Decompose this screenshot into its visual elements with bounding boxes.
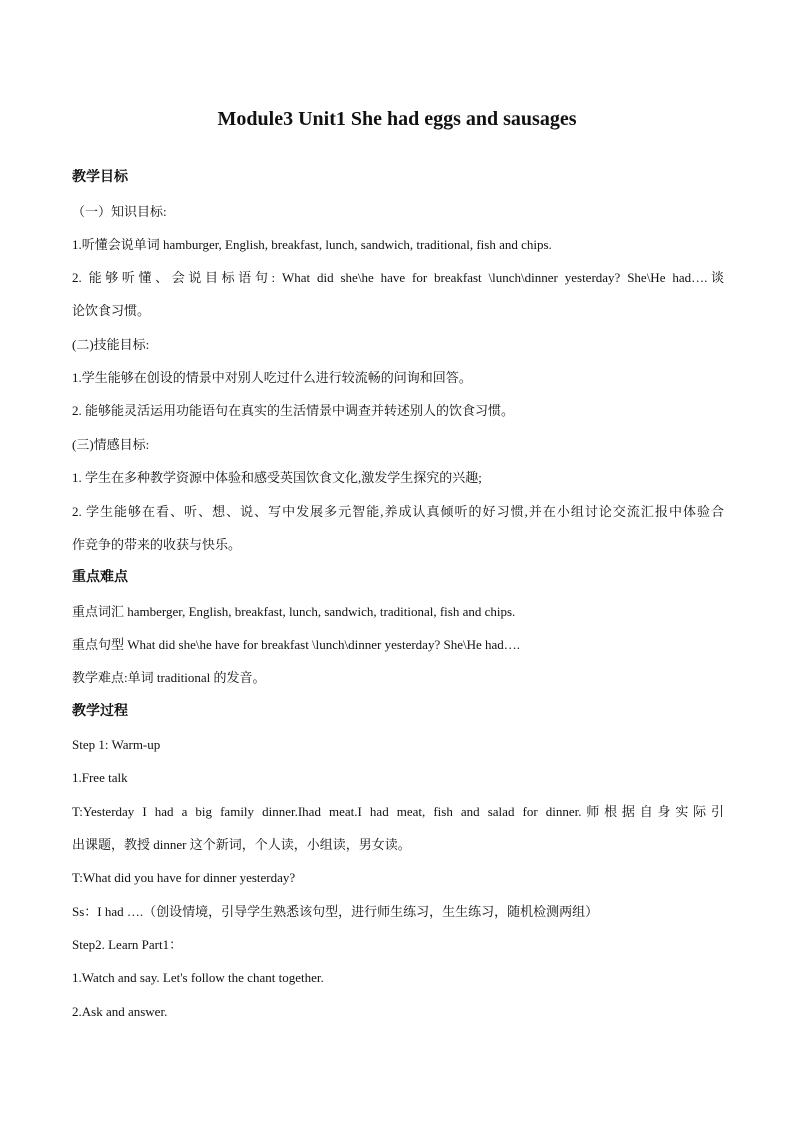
emotion-heading: (三)情感目标: <box>72 437 150 452</box>
knowledge-heading: （一）知识目标: <box>72 204 167 219</box>
emotion-item-2-line-2: 作竞争的带来的收获与快乐。 <box>72 537 242 552</box>
step-1-heading: Step 1: Warm-up <box>72 737 161 752</box>
emotion-item-2-line-1: 2. 学生能够在看、听、想、说、写中发展多元智能,养成认真倾听的好习惯,并在小组讨论交流汇报中体验合 <box>72 504 724 519</box>
watch-and-say: 1.Watch and say. Let's follow the chant together. <box>72 970 324 985</box>
skill-item-2: 2. 能够能灵活运用功能语句在真实的生活情景中调查并转述别人的饮食习惯。 <box>72 403 515 418</box>
emotion-item-1: 1. 学生在多种教学资源中体验和感受英国饮食文化,激发学生探究的兴趣; <box>72 470 482 485</box>
knowledge-item-2-line-2: 论饮食习惯。 <box>72 303 151 318</box>
ask-and-answer: 2.Ask and answer. <box>72 1004 168 1019</box>
skill-item-1: 1.学生能够在创设的情景中对别人吃过什么进行较流畅的问询和回答。 <box>72 370 472 385</box>
students-answer: Ss：I had ….（创设情境，引导学生熟悉该句型，进行师生练习，生生练习，随机检测两组） <box>72 904 599 919</box>
document-title: Module3 Unit1 She had eggs and sausages <box>217 108 577 130</box>
knowledge-item-1: 1.听懂会说单词 hamburger, English, breakfast, lunch, sandwich, traditional, fish and chips. <box>72 237 552 252</box>
process-heading: 教学过程 <box>72 704 128 719</box>
teaching-difficulty: 教学难点:单词 traditional 的发音。 <box>72 670 266 685</box>
skill-heading: (二)技能目标: <box>72 337 150 352</box>
teacher-line-1a: T:Yesterday I had a big family dinner.Ihad meat.I had meat, fish and salad for dinner.师根据自身实际引 <box>72 804 724 819</box>
free-talk: 1.Free talk <box>72 770 128 785</box>
teacher-question: T:What did you have for dinner yesterday? <box>72 870 296 885</box>
knowledge-item-2-line-1: 2. 能够听懂、会说目标语句: What did she\he have for breakfast \lunch\dinner yesterday? She\He had….谈 <box>72 270 724 285</box>
step-2-heading: Step2. Learn Part1： <box>72 937 183 952</box>
keypoints-heading: 重点难点 <box>72 570 128 585</box>
keypoint-sentence: 重点句型 What did she\he have for breakfast \lunch\dinner yesterday? She\He had…. <box>72 637 520 652</box>
teacher-line-1b: 出课题，教授 dinner 这个新词，个人读，小组读，男女读。 <box>72 837 411 852</box>
objectives-heading: 教学目标 <box>72 170 128 185</box>
keypoint-words: 重点词汇 hamberger, English, breakfast, lunch, sandwich, traditional, fish and chips. <box>72 604 516 619</box>
